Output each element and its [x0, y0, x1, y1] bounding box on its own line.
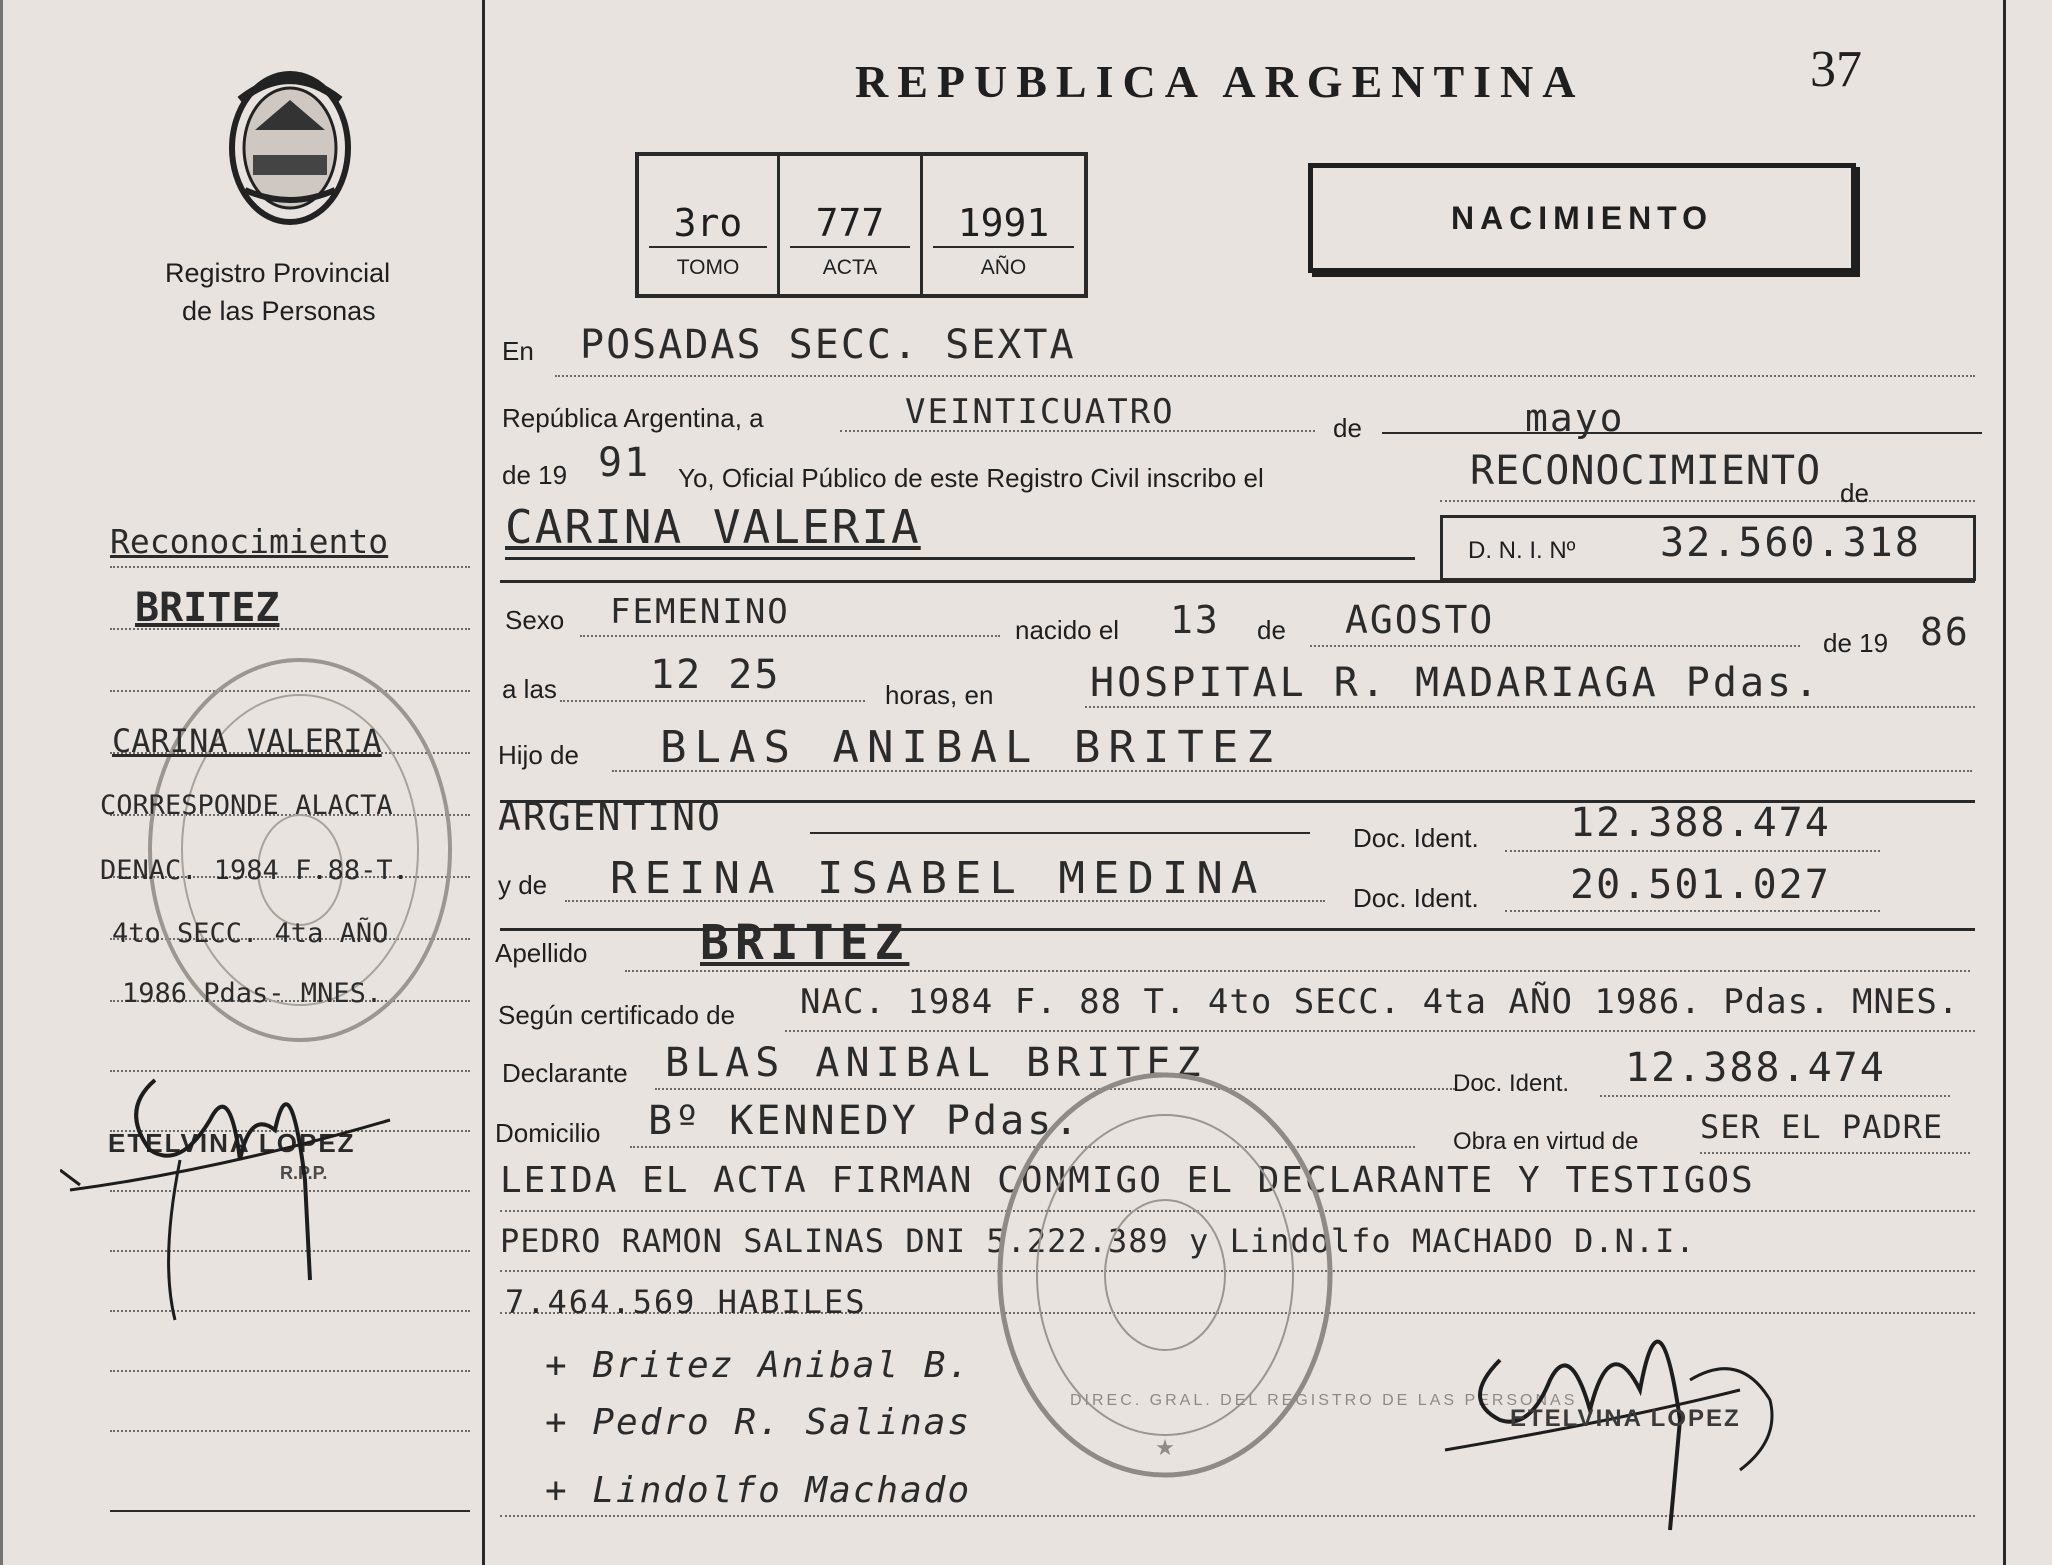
closing-line-3: 7.464.569 HABILES [505, 1283, 867, 1321]
declarante-label: Declarante [502, 1058, 628, 1088]
father-name: BLAS ANIBAL BRITEZ [660, 722, 1281, 773]
year-prefix: de 19 [502, 460, 568, 490]
place-value: POSADAS SECC. SEXTA [580, 322, 1076, 368]
father-doc-rule [1505, 850, 1880, 852]
tomo-value: 3ro [673, 201, 743, 245]
margin-note-3: 4to SECC. 4ta AÑO [112, 918, 389, 949]
apellido-label: Apellido [495, 938, 588, 968]
declarant-name: BLAS ANIBAL BRITEZ [665, 1040, 1207, 1086]
time-rule [560, 700, 865, 702]
tomo-separator [649, 246, 767, 248]
father-doc-label: Doc. Ident. [1353, 823, 1479, 853]
father-nationality: ARGENTINO [498, 795, 722, 839]
horas-label: horas, en [885, 680, 994, 710]
signature-line-2: + Pedro R. Salinas [545, 1402, 972, 1443]
registry-box [635, 152, 1088, 298]
closing-line-1: LEIDA EL ACTA FIRMAN CONMIGO EL DECLARANTE Y TESTIGOS [500, 1160, 1755, 1201]
anio-label: AÑO [980, 256, 1027, 279]
anio-value: 1991 [957, 201, 1050, 245]
declarant-doc-label: Doc. Ident. [1453, 1070, 1570, 1097]
address-value: Bº KENNEDY Pdas. [648, 1098, 1082, 1144]
margin-names: CARINA VALERIA [112, 722, 382, 760]
signature-line-1: + Britez Anibal B. [545, 1345, 972, 1386]
margin-rule [110, 1430, 470, 1432]
officer-stamp: ETELVINA LOPEZ [1510, 1405, 1741, 1432]
mother-doc-rule [1505, 910, 1880, 912]
alas-label: a las [502, 674, 557, 704]
closing-line-2: PEDRO RAMON SALINAS DNI 5.222.389 y Lindolfo MACHADO D.N.I. [500, 1222, 1696, 1260]
birth-place: HOSPITAL R. MADARIAGA Pdas. [1090, 660, 1822, 706]
margin-note-4: 1986 Pdas- MNES. [122, 978, 383, 1009]
de19-label: de 19 [1823, 628, 1889, 658]
acta-label: ACTA [822, 256, 878, 279]
right-border [2003, 0, 2006, 1565]
de-label-2: de [1257, 615, 1286, 645]
declarant-doc: 12.388.474 [1625, 1045, 1886, 1091]
dni-label: D. N. I. Nº [1468, 537, 1576, 564]
sexo-value: FEMENINO [610, 592, 790, 632]
domicilio-label: Domicilio [495, 1118, 601, 1148]
authority-value: SER EL PADRE [1700, 1108, 1944, 1146]
hijo-label: Hijo de [498, 740, 579, 770]
provincial-seal-icon [215, 60, 365, 230]
certificate-value: NAC. 1984 F. 88 T. 4to SECC. 4ta AÑO 1986. Pdas. MNES. [800, 982, 1960, 1022]
section-rule [500, 580, 1975, 583]
dni-value: 32.560.318 [1660, 520, 1921, 566]
margin-surname: BRITEZ [135, 585, 280, 631]
signature-line-3: + Lindolfo Machado [545, 1470, 972, 1511]
mother-name: REINA ISABEL MEDINA [610, 853, 1266, 904]
year-suffix: 91 [598, 440, 651, 486]
father-doc: 12.388.474 [1570, 800, 1831, 846]
acta-cell [780, 156, 923, 294]
yde-label: y de [498, 870, 548, 900]
mother-doc: 20.501.027 [1570, 862, 1831, 908]
de-suffix: de [1840, 478, 1869, 508]
margin-title: Reconocimiento [110, 522, 389, 561]
segun-label: Según certificado de [498, 1000, 736, 1030]
nacido-label: nacido el [1015, 615, 1120, 645]
birth-time: 12 25 [650, 652, 781, 698]
sexo-label: Sexo [505, 605, 565, 635]
official-round-stamp-icon [985, 1060, 1345, 1490]
acta-separator [790, 246, 910, 248]
margin-note-2: DENAC. 1984 F.88-T. [100, 855, 409, 886]
obra-label: Obra en virtud de [1453, 1128, 1639, 1155]
birth-place-rule [1085, 706, 1975, 708]
registry-name-line2: de las Personas [182, 296, 376, 326]
certificate-rule [785, 1030, 1975, 1032]
record-type: NACIMIENTO [1450, 200, 1714, 236]
country-title: REPUBLICA ARGENTINA [855, 56, 1585, 107]
month-value: mayo [1525, 396, 1625, 440]
left-edge [0, 0, 3, 1565]
birth-year: 86 [1920, 610, 1970, 654]
margin-rule [110, 1510, 470, 1512]
tomo-cell [639, 156, 780, 294]
margin-rule [110, 1370, 470, 1372]
birth-month: AGOSTO [1345, 598, 1495, 642]
mother-doc-label: Doc. Ident. [1353, 883, 1479, 913]
de-label: de [1333, 413, 1362, 443]
authority-rule [1700, 1152, 1970, 1154]
nationality-rule [810, 832, 1310, 834]
tomo-label: TOMO [676, 256, 740, 279]
margin-officer-stamp-sub: R.P.P. [280, 1163, 328, 1183]
registry-name-line1: Registro Provincial [165, 258, 391, 288]
main-stamp-text: DIREC. GRAL. DEL REGISTRO DE LAS PERSONAS [1070, 1392, 1578, 1409]
child-names: CARINA VALERIA [505, 500, 921, 554]
margin-note-1: CORRESPONDE ALACTA [100, 790, 393, 821]
act-type-value: RECONOCIMIENTO [1470, 448, 1822, 494]
en-label: En [502, 336, 534, 366]
record-type-box [1308, 163, 1856, 273]
names-rule [505, 557, 1415, 560]
month-rule [1382, 432, 1982, 434]
anio-cell [923, 156, 1084, 294]
page-number: 37 [1810, 41, 1862, 98]
birth-day: 13 [1170, 598, 1220, 642]
day-value: VEINTICUATRO [905, 392, 1175, 432]
birth-month-rule [1310, 645, 1800, 647]
acta-value: 777 [815, 201, 885, 245]
anio-separator [933, 246, 1074, 248]
sexo-rule [580, 635, 1000, 637]
margin-divider [482, 0, 485, 1565]
svg-text:★: ★ [1155, 1435, 1175, 1460]
apellido-value: BRITEZ [700, 915, 910, 971]
place-rule [555, 375, 1975, 377]
act-type-rule [1440, 500, 1975, 502]
margin-signature-icon [60, 1020, 420, 1360]
official-statement: Yo, Oficial Público de este Registro Civil inscribo el [678, 463, 1264, 493]
margin-rule [110, 566, 470, 568]
declarant-doc-rule [1600, 1095, 1950, 1097]
margin-officer-stamp: ETELVINA LOPEZ [108, 1128, 356, 1158]
republica-label: República Argentina, a [502, 403, 764, 433]
